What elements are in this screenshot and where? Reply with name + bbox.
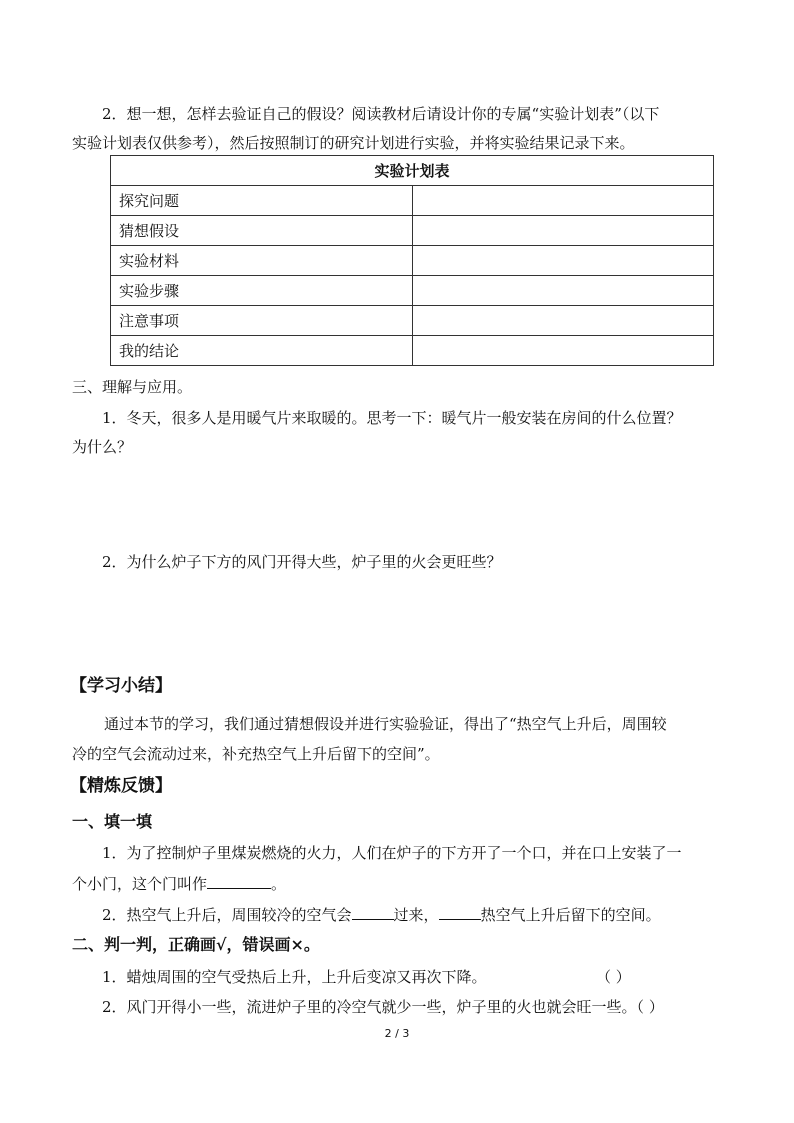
table-row xyxy=(111,216,714,246)
table-row xyxy=(111,246,714,276)
row-label: 注意事项 xyxy=(111,306,413,336)
table-header-row xyxy=(111,156,714,186)
table-title: 实验计划表 xyxy=(111,156,714,186)
fill-blank[interactable] xyxy=(207,874,271,889)
fill-q2-text-b: 过来， xyxy=(393,906,439,924)
row-entry-cell[interactable] xyxy=(412,186,714,216)
section-3-q2: 2．为什么炉子下方的风门开得大些，炉子里的火会更旺些？ xyxy=(102,553,502,571)
row-entry-cell[interactable] xyxy=(412,276,714,306)
fill-q1-text: 个小门，这个门叫作 xyxy=(72,875,208,893)
judge-q2: 2．风门开得小一些，流进炉子里的冷空气就少一些，炉子里的火也就会旺一些。（ ） xyxy=(102,998,664,1016)
row-label: 实验步骤 xyxy=(111,276,413,306)
judge-q1: 1．蜡烛周围的空气受热后上升，上升后变凉又再次下降。 xyxy=(102,968,487,986)
fill-q1-line-2 xyxy=(72,874,286,894)
fill-q2-text-c: 热空气上升后留下的空间。 xyxy=(480,906,661,924)
section-3-q1-line-2: 为什么？ xyxy=(72,438,133,456)
summary-line-1: 通过本节的学习，我们通过猜想假设并进行实验验证，得出了“热空气上升后，周围较 xyxy=(104,715,667,733)
judge-section-heading: 二、判一判，正确画√，错误画×。 xyxy=(72,935,320,954)
row-entry-cell[interactable] xyxy=(412,306,714,336)
row-label: 探究问题 xyxy=(111,186,413,216)
row-label: 猜想假设 xyxy=(111,216,413,246)
fill-blank[interactable] xyxy=(439,905,481,920)
table-row xyxy=(111,306,714,336)
page-number: 2 / 3 xyxy=(384,1027,410,1040)
table-row xyxy=(111,276,714,306)
summary-title: 【学习小结】 xyxy=(70,676,172,696)
section-3-heading: 三、理解与应用。 xyxy=(72,378,193,396)
judge-q1-answer-paren[interactable]: （ ） xyxy=(596,968,631,986)
row-entry-cell[interactable] xyxy=(412,216,714,246)
experiment-plan-table xyxy=(110,155,714,366)
fill-blank[interactable] xyxy=(352,905,394,920)
fill-section-heading: 一、填一填 xyxy=(72,812,153,831)
row-label: 实验材料 xyxy=(111,246,413,276)
summary-line-2: 冷的空气会流动过来，补充热空气上升后留下的空间”。 xyxy=(72,745,440,763)
fill-q2-text-a: 2．热空气上升后，周围较冷的空气会 xyxy=(102,906,352,924)
practice-title: 【精炼反馈】 xyxy=(70,776,172,796)
question-2-line-1: 2．想一想，怎样去验证自己的假设？阅读教材后请设计你的专属“实验计划表”（以下 xyxy=(102,105,660,123)
fill-q2 xyxy=(102,905,661,925)
fill-q1-end: 。 xyxy=(271,875,287,893)
row-entry-cell[interactable] xyxy=(412,246,714,276)
table-row xyxy=(111,336,714,366)
question-2-line-2: 实验计划表仅供参考），然后按照制订的研究计划进行实验，并将实验结果记录下来。 xyxy=(72,134,635,152)
section-3-q1-line-1: 1．冬天，很多人是用暖气片来取暖的。思考一下：暖气片一般安装在房间的什么位置？ xyxy=(102,409,682,427)
row-entry-cell[interactable] xyxy=(412,336,714,366)
fill-q1-line-1: 1．为了控制炉子里煤炭燃烧的火力，人们在炉子的下方开了一个口，并在口上安装了一 xyxy=(102,844,682,862)
row-label: 我的结论 xyxy=(111,336,413,366)
table-row xyxy=(111,186,714,216)
